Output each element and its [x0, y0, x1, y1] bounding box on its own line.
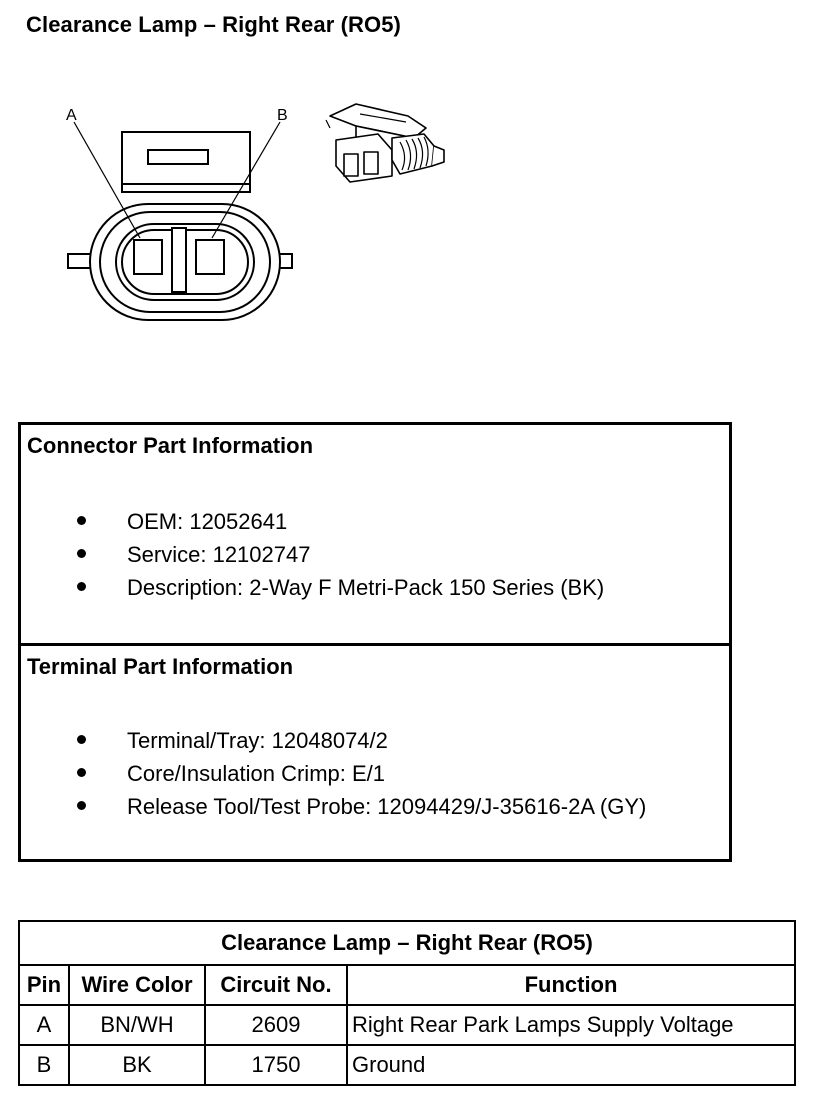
header-circuit: Circuit No.: [205, 965, 347, 1005]
terminal-part-info: [21, 646, 729, 859]
terminal-info-list: [77, 724, 646, 823]
terminal-info-heading: Terminal Part Information: [27, 654, 294, 679]
cell-wire-color: BN/WH: [69, 1005, 205, 1045]
connector-info-list: [77, 505, 604, 604]
cell-circuit: 2609: [205, 1005, 347, 1045]
connector-3d-illustration: [316, 94, 456, 194]
connector-info-heading: Connector Part Information: [27, 433, 314, 458]
pin-table: [18, 920, 796, 1086]
bullet-icon: [77, 801, 86, 810]
list-item-text: Release Tool/Test Probe: 12094429/J-35616-2A (GY): [127, 794, 647, 819]
table-caption-row: [19, 921, 795, 965]
list-item: [77, 790, 646, 823]
table-header-row: [19, 965, 795, 1005]
list-item: [77, 571, 604, 604]
header-function: Function: [347, 965, 795, 1005]
bullet-icon: [77, 582, 86, 591]
connector-face-diagram: [60, 100, 310, 340]
list-item: [77, 538, 604, 571]
header-pin: Pin: [19, 965, 69, 1005]
bullet-icon: [77, 768, 86, 777]
list-item-text: OEM: 12052641: [127, 509, 288, 534]
part-info-box: [18, 422, 732, 862]
cell-wire-color: BK: [69, 1045, 205, 1085]
connector-part-info: [21, 425, 729, 646]
list-item: [77, 757, 646, 790]
bullet-icon: [77, 735, 86, 744]
pin-label-b: B: [277, 107, 288, 124]
table-caption: Clearance Lamp – Right Rear (RO5): [19, 921, 795, 965]
page-title: Clearance Lamp – Right Rear (RO5): [26, 12, 401, 37]
pin-label-a: A: [66, 107, 77, 124]
list-item-text: Service: 12102747: [127, 542, 311, 567]
list-item: [77, 724, 646, 757]
list-item: [77, 505, 604, 538]
list-item-text: Core/Insulation Crimp: E/1: [127, 761, 385, 786]
header-wire-color: Wire Color: [69, 965, 205, 1005]
cell-function: Right Rear Park Lamps Supply Voltage: [347, 1005, 795, 1045]
table-row: [19, 1045, 795, 1085]
list-item-text: Description: 2-Way F Metri-Pack 150 Series (BK): [127, 575, 605, 600]
cell-circuit: 1750: [205, 1045, 347, 1085]
table-row: [19, 1005, 795, 1045]
cell-pin: A: [19, 1005, 69, 1045]
cell-pin: B: [19, 1045, 69, 1085]
bullet-icon: [77, 549, 86, 558]
bullet-icon: [77, 516, 86, 525]
list-item-text: Terminal/Tray: 12048074/2: [127, 728, 388, 753]
cell-function: Ground: [347, 1045, 795, 1085]
